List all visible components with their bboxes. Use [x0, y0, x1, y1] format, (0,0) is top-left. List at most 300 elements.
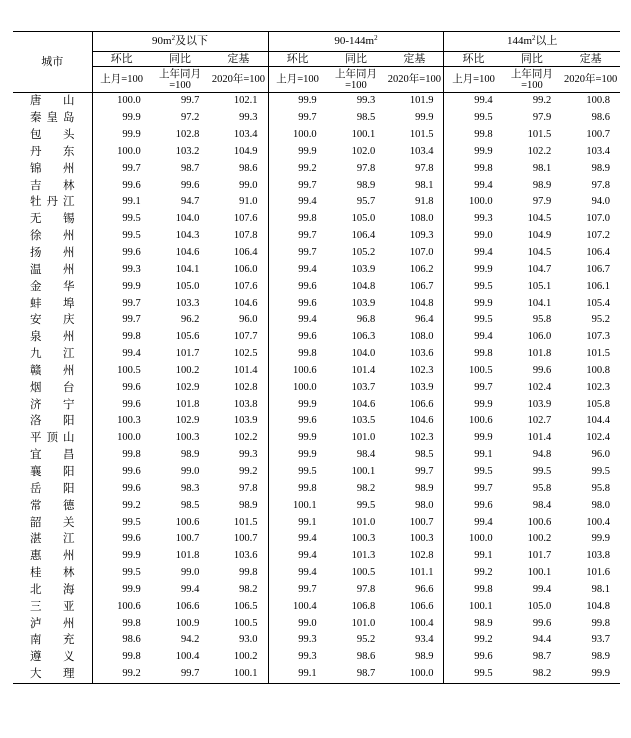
index-value: 101.0 [351, 516, 376, 528]
index-value: 99.5 [474, 465, 493, 477]
index-value: 104.8 [351, 280, 376, 292]
index-value: 96.4 [385, 312, 444, 329]
index-value: 99.1 [474, 449, 493, 461]
city-name: 桂林 [13, 565, 92, 582]
table-row [13, 413, 620, 430]
index-value: 106.5 [209, 598, 268, 615]
index-value: 91.0 [209, 194, 268, 211]
city-name: 赣州 [13, 363, 92, 380]
table-row [13, 346, 620, 363]
index-value: 99.4 [532, 583, 552, 595]
index-value: 100.8 [586, 364, 610, 376]
index-value: 102.0 [351, 145, 376, 157]
index-value: 99.5 [474, 280, 493, 292]
index-value: 106.6 [175, 600, 200, 612]
index-value: 100.0 [385, 666, 444, 683]
index-value: 106.0 [209, 261, 268, 278]
index-value: 99.6 [298, 280, 317, 292]
index-value: 98.9 [532, 179, 552, 191]
table-row [13, 363, 620, 380]
index-value: 101.7 [527, 550, 552, 562]
index-value: 99.3 [356, 95, 376, 107]
city-name: 丹东 [13, 144, 92, 161]
city-name: 三亚 [13, 598, 92, 615]
index-value: 99.4 [474, 247, 493, 259]
index-value: 106.6 [385, 396, 444, 413]
index-value: 103.5 [351, 415, 376, 427]
index-value: 99.2 [532, 95, 552, 107]
index-value: 101.8 [175, 398, 200, 410]
city-name: 泸州 [13, 615, 92, 632]
index-value: 104.6 [351, 398, 376, 410]
index-value: 99.8 [591, 617, 610, 629]
index-value: 99.7 [298, 247, 317, 259]
index-value: 106.3 [351, 331, 376, 343]
index-value: 101.4 [209, 363, 268, 380]
index-value: 100.5 [468, 364, 493, 376]
table-row [13, 497, 620, 514]
city-name: 吉林 [13, 177, 92, 194]
index-value: 100.6 [468, 415, 493, 427]
table-row [13, 581, 620, 598]
table-row [13, 379, 620, 396]
index-value: 98.9 [356, 179, 376, 191]
city-name: 济宁 [13, 396, 92, 413]
index-value: 104.8 [385, 295, 444, 312]
index-value: 99.4 [180, 583, 200, 595]
city-name: 无锡 [13, 211, 92, 228]
index-value: 99.0 [209, 177, 268, 194]
index-value: 99.5 [122, 516, 141, 528]
index-value: 102.1 [209, 93, 268, 110]
table-row [13, 177, 620, 194]
base-header: 上月=100 [268, 67, 327, 93]
index-value: 98.9 [385, 480, 444, 497]
index-value: 99.4 [298, 196, 317, 208]
table-row [13, 261, 620, 278]
index-value: 103.8 [209, 396, 268, 413]
index-value: 101.8 [527, 348, 552, 360]
index-value: 98.2 [503, 666, 562, 683]
index-value: 101.1 [385, 565, 444, 582]
index-value: 100.5 [209, 615, 268, 632]
index-value: 101.8 [175, 550, 200, 562]
index-value: 101.0 [351, 432, 376, 444]
index-value: 94.2 [180, 634, 200, 646]
index-value: 99.0 [180, 465, 200, 477]
index-value: 104.1 [175, 263, 200, 275]
index-value: 99.3 [298, 651, 317, 663]
group-header-small: $90m^2$及以下 [92, 32, 268, 52]
index-value: 102.2 [527, 145, 552, 157]
index-value: 100.0 [117, 95, 141, 107]
index-value: 106.4 [209, 245, 268, 262]
index-value: 98.9 [209, 497, 268, 514]
index-value: 99.9 [385, 110, 444, 127]
index-value: 102.9 [175, 415, 200, 427]
index-value: 97.8 [356, 583, 376, 595]
city-name: 洛阳 [13, 413, 92, 430]
metric-header: 同比 [503, 52, 562, 67]
index-value: 103.8 [586, 550, 610, 562]
index-value: 94.0 [591, 196, 610, 208]
index-value: 99.4 [298, 263, 317, 275]
index-value: 99.2 [209, 464, 268, 481]
index-value: 96.6 [385, 581, 444, 598]
index-value: 105.6 [175, 331, 200, 343]
index-value: 107.6 [209, 211, 268, 228]
index-value: 102.7 [527, 415, 552, 427]
index-value: 99.2 [474, 634, 493, 646]
index-value: 97.9 [532, 196, 552, 208]
index-value: 99.3 [474, 213, 493, 225]
index-value: 97.8 [385, 160, 444, 177]
index-value: 99.8 [298, 213, 317, 225]
index-value: 100.6 [117, 600, 141, 612]
metric-header: 定基 [561, 52, 620, 67]
index-value: 103.4 [385, 144, 444, 161]
index-value: 99.2 [298, 162, 317, 174]
index-value: 98.7 [180, 162, 200, 174]
city-name: 锦州 [13, 160, 92, 177]
index-value: 104.6 [209, 295, 268, 312]
index-value: 104.9 [527, 230, 552, 242]
city-name: 平顶山 [13, 430, 92, 447]
table-row [13, 548, 620, 565]
index-value: 99.8 [122, 651, 141, 663]
index-value: 99.9 [122, 112, 141, 124]
table-row [13, 514, 620, 531]
index-value: 102.8 [209, 379, 268, 396]
index-value: 102.2 [209, 430, 268, 447]
index-value: 97.9 [532, 112, 552, 124]
index-value: 99.7 [298, 230, 317, 242]
table-row [13, 329, 620, 346]
index-value: 102.9 [175, 381, 200, 393]
index-value: 99.4 [298, 550, 317, 562]
index-value: 101.4 [351, 364, 376, 376]
city-name: 徐州 [13, 228, 92, 245]
index-value: 100.1 [468, 600, 493, 612]
index-value: 97.8 [356, 162, 376, 174]
index-value: 98.2 [209, 581, 268, 598]
index-value: 99.8 [474, 162, 493, 174]
city-name: 襄阳 [13, 464, 92, 481]
index-value: 99.9 [122, 550, 141, 562]
table-row [13, 666, 620, 683]
index-value: 100.3 [385, 531, 444, 548]
city-name: 烟台 [13, 379, 92, 396]
index-value: 103.9 [527, 398, 552, 410]
index-value: 99.7 [122, 162, 141, 174]
city-name: 唐山 [13, 93, 92, 110]
index-value: 100.4 [586, 516, 610, 528]
index-value: 97.8 [591, 179, 610, 191]
base-header: 上月=100 [92, 67, 151, 93]
index-value: 99.9 [474, 145, 493, 157]
index-value: 99.5 [122, 230, 141, 242]
index-value: 99.7 [474, 381, 493, 393]
city-name: 秦皇岛 [13, 110, 92, 127]
index-value: 99.8 [122, 617, 141, 629]
index-value: 94.4 [532, 634, 552, 646]
index-value: 99.7 [122, 314, 141, 326]
base-header: 2020年=100 [385, 67, 444, 93]
index-value: 98.1 [591, 583, 610, 595]
table-row [13, 211, 620, 228]
index-value: 95.8 [532, 314, 552, 326]
index-value: 98.9 [474, 617, 493, 629]
index-value: 98.1 [532, 162, 552, 174]
index-value: 100.3 [117, 415, 141, 427]
index-value: 99.3 [122, 263, 141, 275]
city-name: 蚌埠 [13, 295, 92, 312]
index-value: 99.5 [122, 213, 141, 225]
index-value: 99.0 [298, 617, 317, 629]
index-value: 94.7 [180, 196, 200, 208]
index-value: 99.9 [474, 297, 493, 309]
index-value: 104.0 [351, 348, 376, 360]
index-value: 97.8 [209, 480, 268, 497]
index-value: 99.5 [122, 567, 141, 579]
index-value: 101.7 [175, 348, 200, 360]
index-value: 99.6 [122, 482, 141, 494]
table-row [13, 127, 620, 144]
index-value: 98.0 [385, 497, 444, 514]
metric-header: 环比 [444, 52, 503, 67]
index-value: 99.9 [298, 432, 317, 444]
index-value: 101.9 [385, 93, 444, 110]
index-value: 105.8 [586, 398, 610, 410]
index-value: 100.4 [175, 651, 200, 663]
index-value: 99.1 [122, 196, 141, 208]
index-value: 106.4 [351, 230, 376, 242]
city-name: 惠州 [13, 548, 92, 565]
index-value: 105.0 [175, 280, 200, 292]
index-value: 100.0 [117, 145, 141, 157]
index-value: 98.9 [180, 449, 200, 461]
city-name: 温州 [13, 261, 92, 278]
metric-header: 定基 [209, 52, 268, 67]
index-value: 104.7 [527, 263, 552, 275]
index-value: 104.9 [209, 144, 268, 161]
index-value: 99.6 [122, 533, 141, 545]
index-value: 95.7 [356, 196, 376, 208]
index-value: 99.7 [298, 179, 317, 191]
index-value: 99.6 [532, 617, 552, 629]
index-value: 99.6 [122, 179, 141, 191]
index-value: 99.7 [122, 297, 141, 309]
index-value: 100.0 [293, 129, 317, 141]
index-value: 100.9 [175, 617, 200, 629]
index-value: 103.9 [351, 263, 376, 275]
index-value: 99.5 [298, 465, 317, 477]
index-value: 98.3 [180, 482, 200, 494]
index-value: 99.8 [298, 348, 317, 360]
index-value: 98.5 [356, 112, 376, 124]
index-value: 99.6 [122, 398, 141, 410]
index-value: 98.7 [532, 651, 552, 663]
index-value: 99.9 [298, 145, 317, 157]
index-value: 106.0 [527, 331, 552, 343]
index-value: 98.7 [327, 666, 386, 683]
index-value: 102.3 [385, 430, 444, 447]
index-value: 106.8 [351, 600, 376, 612]
index-value: 99.3 [209, 447, 268, 464]
index-value: 98.6 [209, 160, 268, 177]
table-row [13, 295, 620, 312]
index-value: 99.6 [532, 364, 552, 376]
index-value: 107.6 [209, 278, 268, 295]
index-value: 99.8 [298, 482, 317, 494]
index-value: 104.6 [175, 247, 200, 259]
city-name: 北海 [13, 581, 92, 598]
index-value: 104.0 [175, 213, 200, 225]
metric-header: 同比 [327, 52, 386, 67]
index-value: 101.4 [527, 432, 552, 444]
index-value: 99.4 [298, 567, 317, 579]
table-row [13, 531, 620, 548]
index-value: 98.2 [356, 482, 376, 494]
index-value: 100.7 [175, 533, 200, 545]
city-name: 南充 [13, 632, 92, 649]
index-value: 99.9 [474, 263, 493, 275]
group-header-large: $144m^2$以上 [444, 32, 620, 52]
index-value: 99.7 [385, 464, 444, 481]
index-value: 108.0 [385, 329, 444, 346]
index-value: 99.4 [298, 314, 317, 326]
city-name: 常德 [13, 497, 92, 514]
index-value: 98.9 [591, 162, 610, 174]
index-value: 100.5 [351, 567, 376, 579]
index-value: 103.9 [351, 297, 376, 309]
index-value: 103.4 [209, 127, 268, 144]
table-row [13, 632, 620, 649]
index-value: 100.4 [293, 600, 317, 612]
index-value: 99.6 [122, 465, 141, 477]
base-header: 2020年=100 [209, 67, 268, 93]
index-value: 96.8 [356, 314, 376, 326]
index-value: 99.3 [298, 634, 317, 646]
index-value: 95.2 [356, 634, 376, 646]
city-name: 安庆 [13, 312, 92, 329]
table-row [13, 160, 620, 177]
index-value: 99.6 [474, 651, 493, 663]
index-value: 98.6 [356, 651, 376, 663]
index-value: 99.9 [474, 398, 493, 410]
index-value: 100.7 [209, 531, 268, 548]
index-value: 105.1 [527, 280, 552, 292]
index-value: 100.1 [351, 465, 376, 477]
index-value: 100.7 [586, 129, 610, 141]
index-value: 101.6 [586, 567, 610, 579]
index-value: 98.6 [591, 112, 610, 124]
index-value: 99.9 [122, 280, 141, 292]
index-value: 103.6 [385, 346, 444, 363]
table-row [13, 447, 620, 464]
index-value: 103.3 [175, 297, 200, 309]
index-value: 100.2 [175, 364, 200, 376]
index-value: 99.9 [591, 533, 610, 545]
table-row [13, 312, 620, 329]
index-value: 107.0 [385, 245, 444, 262]
index-value: 99.7 [474, 482, 493, 494]
index-value: 99.2 [92, 666, 151, 683]
index-value: 104.5 [527, 213, 552, 225]
index-value: 96.0 [591, 449, 610, 461]
index-value: 100.0 [117, 432, 141, 444]
index-value: 99.8 [122, 331, 141, 343]
index-value: 96.0 [209, 312, 268, 329]
index-value: 98.9 [591, 651, 610, 663]
index-value: 104.6 [385, 413, 444, 430]
index-value: 99.9 [561, 666, 620, 683]
index-value: 93.7 [591, 634, 610, 646]
index-value: 103.7 [351, 381, 376, 393]
index-value: 99.5 [444, 666, 503, 683]
base-header: 2020年=100 [561, 67, 620, 93]
index-value: 98.0 [591, 499, 610, 511]
index-value: 102.8 [175, 129, 200, 141]
index-value: 101.5 [209, 514, 268, 531]
index-value: 105.4 [586, 297, 610, 309]
index-value: 99.4 [474, 95, 493, 107]
index-value: 99.6 [474, 499, 493, 511]
index-value: 100.1 [293, 499, 317, 511]
index-value: 99.6 [298, 297, 317, 309]
table-row [13, 464, 620, 481]
index-value: 93.4 [385, 632, 444, 649]
index-value: 99.8 [209, 565, 268, 582]
index-value: 99.8 [122, 449, 141, 461]
group-header-medium: $90-144m^2$ [268, 32, 444, 52]
index-value: 101.3 [351, 550, 376, 562]
index-value: 99.9 [298, 398, 317, 410]
metric-header: 环比 [92, 52, 151, 67]
index-value: 99.8 [474, 129, 493, 141]
index-value: 107.2 [586, 230, 610, 242]
table-row [13, 278, 620, 295]
index-value: 98.5 [180, 499, 200, 511]
index-value: 99.5 [356, 499, 376, 511]
index-value: 105.0 [351, 213, 376, 225]
index-value: 97.2 [180, 112, 200, 124]
index-value: 102.5 [209, 346, 268, 363]
index-value: 107.0 [586, 213, 610, 225]
city-name: 遵义 [13, 649, 92, 666]
index-value: 100.3 [175, 432, 200, 444]
city-name: 宜昌 [13, 447, 92, 464]
index-value: 102.4 [586, 432, 610, 444]
index-value: 102.3 [586, 381, 610, 393]
index-value: 99.4 [298, 533, 317, 545]
table-row [13, 480, 620, 497]
index-value: 107.8 [209, 228, 268, 245]
index-value: 107.3 [586, 331, 610, 343]
index-value: 99.9 [474, 432, 493, 444]
index-value: 103.4 [586, 145, 610, 157]
base-header: 上月=100 [444, 67, 503, 93]
index-value: 99.8 [474, 348, 493, 360]
index-value: 99.9 [298, 95, 317, 107]
table-row [13, 598, 620, 615]
index-value: 95.2 [591, 314, 610, 326]
index-value: 100.1 [351, 129, 376, 141]
index-value: 106.6 [385, 598, 444, 615]
index-value: 99.7 [151, 666, 210, 683]
index-value: 93.0 [209, 632, 268, 649]
index-value: 100.1 [209, 666, 268, 683]
